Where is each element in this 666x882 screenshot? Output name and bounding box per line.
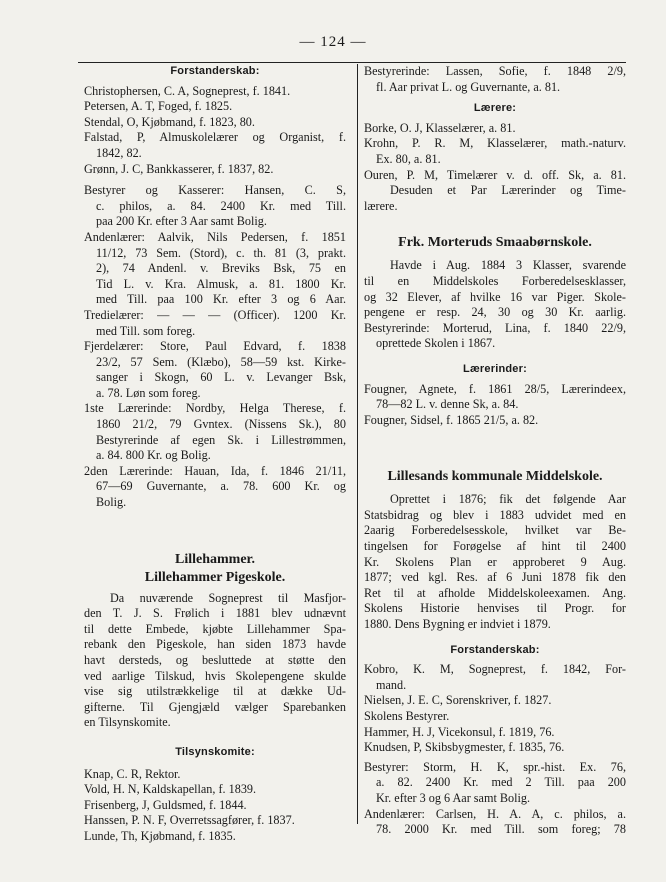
left-column <box>84 64 346 845</box>
text-line: Bestyrerinde: Lassen, Sofie, f. 1848 2/9, <box>364 64 626 78</box>
text-line: den T. J. S. Frølich i 1881 blev udnævnt <box>84 606 346 621</box>
text-line: Knap, C. R, Rektor. <box>84 766 181 781</box>
section-heading: Lillesands kommunale Middelskole. <box>387 469 603 485</box>
text-line: Fougner, Agnete, f. 1861 28/5, Lærerindeex, <box>364 381 626 396</box>
text-line: 1ste Lærerinde: Nordby, Helga Therese, f. <box>84 401 346 416</box>
spacer <box>364 214 626 234</box>
text-line: Hanssen, P. N. F, Overretssagfører, f. 1837. <box>84 813 295 828</box>
text-line: a. 82. 2400 Kr. med 2 Till. paa 200 <box>376 775 626 790</box>
text-line: Stendal, O, Kjøbmand, f. 1823, 80. <box>84 114 255 129</box>
text-line: Fjerdelærer: Store, Paul Edvard, f. 1838 <box>84 339 346 354</box>
text-line: 23/2, 57 Sem. (Klæbo), 58—59 kst. Kirke- <box>96 354 346 369</box>
text-line: 2), 74 Andenl. v. Breviks Bsk, 75 en <box>96 261 346 276</box>
text-line: Ex. 80, a. 81. <box>376 151 441 166</box>
text-line: mand. <box>376 677 407 692</box>
text-line: og 32 Elever, af hvilke 16 var Piger. Skole- <box>364 289 626 304</box>
text-line: Oprettet i 1876; fik det følgende Aar <box>390 492 626 507</box>
text-line: havt dersteds, og besluttede at støtte den <box>84 653 346 667</box>
text-line: tingelsen for Forøgelse af hint til 2400 <box>364 539 626 554</box>
text-line: Lunde, Th, Kjøbmand, f. 1835. <box>84 828 236 843</box>
section-heading: Lillehammer Pigeskole. <box>144 569 286 585</box>
text-line: Tid L. v. Kra. Almusk, a. 81. 1800 Kr. <box>96 276 346 291</box>
text-line: til dette Embede, kjøbte Lillehammer Spa- <box>84 621 346 636</box>
text-line: 1880. Dens Bygning er indviet i 1879. <box>364 617 551 632</box>
spacer <box>364 428 626 468</box>
text-line: sanger i Skogn, 60 L. v. Levanger Bsk, <box>96 370 346 385</box>
text-line: Grønn, J. C, Bankkasserer, f. 1837, 82. <box>84 161 274 176</box>
text-line: Kr. efter 3 og 6 Aar samt Bolig. <box>376 790 531 805</box>
page-number: — 124 — <box>299 34 367 50</box>
text-line: Falstad, P, Almuskolelærer og Organist, f. <box>84 130 346 145</box>
text-line: Fougner, Sidsel, f. 1865 21/5, a. 82. <box>364 412 539 427</box>
text-line: Ouren, P. M, Timelærer v. d. off. Sk, a. 81. <box>364 167 626 182</box>
text-line: 78—82 L. v. denne Sk, a. 84. <box>376 397 519 412</box>
text-line: Krohn, P. R. M, Klasselærer, math.-naturv. <box>364 136 626 151</box>
text-line: oprettede Skolen i 1867. <box>376 336 496 351</box>
section-heading: Frk. Morteruds Smaabørnskole. <box>398 235 592 251</box>
text-line: Desuden et Par Lærerinder og Time- <box>390 183 626 198</box>
text-line: Borke, O. J, Klasselærer, a. 81. <box>364 120 516 135</box>
text-line: Ret til at afholde Middelskoleexamen. Ang. <box>364 585 626 600</box>
text-line: Frisenberg, J, Guldsmed, f. 1844. <box>84 797 247 812</box>
text-line: 2aarig Forberedelsesskole, hvilket var Be- <box>364 523 626 538</box>
text-line: rebank den Pigeskole, han siden 1873 havde <box>84 637 346 652</box>
text-line: Tredielærer: — — — (Officer). 1200 Kr. <box>84 307 346 322</box>
text-line: lærere. <box>364 198 398 213</box>
section-heading: Lærerinder: <box>463 362 527 375</box>
text-line: c. philos, a. 84. 2400 Kr. med Till. <box>96 198 346 213</box>
text-line: ved aarlige Tilskud, hvis Skolepengene skulde <box>84 668 346 683</box>
text-line: Hammer, H. J, Vicekonsul, f. 1819, 76. <box>364 724 555 739</box>
text-line: Christophersen, C. A, Sogneprest, f. 1841. <box>84 83 291 98</box>
text-line: Skolens Historie henvises til Progr. for <box>364 601 626 616</box>
section-heading: Tilsynskomite: <box>175 745 255 758</box>
text-line: med Till. som foreg. <box>96 323 196 338</box>
text-line: Vold, H. N, Kaldskapellan, f. 1839. <box>84 782 257 797</box>
text-line: Nielsen, J. E. C, Sorenskriver, f. 1827. <box>364 693 552 708</box>
section-heading: Forstanderskab: <box>170 65 260 77</box>
spacer <box>84 511 346 551</box>
text-line: Kobro, K. M, Sogneprest, f. 1842, For- <box>364 662 626 677</box>
text-line: Andenlærer: Carlsen, H. A. A, c. philos, a. <box>364 806 626 821</box>
text-line: fl. Aar privat L. og Guvernante, a. 81. <box>376 79 561 94</box>
spacer <box>364 633 626 643</box>
text-line: Bestyrerinde af egen Sk. i Lillestrømmen, <box>96 432 346 447</box>
text-line: en Tilsynskomite. <box>84 715 171 730</box>
header-rule <box>78 62 626 63</box>
text-line: a. 78. Løn som foreg. <box>96 385 201 400</box>
text-line: 1842, 82. <box>96 145 142 160</box>
text-line: Bestyrer og Kasserer: Hansen, C. S, <box>84 183 346 198</box>
text-line: 1877; ved kgl. Res. af 6 Juni 1878 fik den <box>364 570 626 585</box>
column-divider <box>357 64 358 824</box>
text-line: pengene er resp. 24, 30 og 30 Kr. aarlig. <box>364 305 626 320</box>
text-line: Skolens Bestyrer. <box>364 709 450 723</box>
text-line: vise sig utilstrækkelige til at dække Ud- <box>84 684 346 699</box>
text-line: Bolig. <box>96 495 127 510</box>
spacer <box>84 731 346 745</box>
text-line: 2den Lærerinde: Hauan, Ida, f. 1846 21/11, <box>84 463 346 478</box>
text-line: med Till. paa 100 Kr. efter 3 og 6 Aar. <box>96 292 346 307</box>
text-line: Bestyrerinde: Morterud, Lina, f. 1840 22/9, <box>364 320 626 335</box>
text-line: 67—69 Guvernante, a. 78. 600 Kr. og <box>96 479 346 494</box>
text-line: Knudsen, P, Skibsbygmester, f. 1835, 76. <box>364 740 565 755</box>
text-line: Statsbidrag og blev i 1883 udvidet med en <box>364 507 626 522</box>
text-line: Da nuværende Sogneprest til Masfjor- <box>110 590 346 605</box>
right-column <box>364 64 626 838</box>
text-line: 78. 2000 Kr. med Till. som foreg; 78 <box>376 822 626 837</box>
text-line: Kr. Skolens Plan er approberet 9 Aug. <box>364 554 626 569</box>
text-line: til en Middelskoles Forberedelsesklasser, <box>364 273 626 288</box>
section-heading: Lillehammer. <box>175 551 255 567</box>
text-line: gifterne. Til Gjengjæld vælger Sparebanken <box>84 699 346 714</box>
text-line: Bestyrer: Storm, H. K, spr.-hist. Ex. 76, <box>364 759 626 774</box>
text-line: Havde i Aug. 1884 3 Klasser, svarende <box>390 258 626 273</box>
text-line: 11/12, 73 Sem. (Stord), c. th. 81 (3, prakt. <box>96 245 346 260</box>
text-line: 1860 21/2, 79 Gvntex. (Nissens Sk.), 80 <box>96 417 346 432</box>
text-line: Petersen, A. T, Foged, f. 1825. <box>84 99 233 114</box>
text-line: a. 84. 800 Kr. og Bolig. <box>96 448 211 463</box>
section-heading: Lærere: <box>473 102 517 115</box>
text-line: paa 200 Kr. efter 3 Aar samt Bolig. <box>96 214 267 229</box>
section-heading: Forstanderskab: <box>450 643 540 656</box>
spacer <box>364 352 626 362</box>
text-line: Andenlærer: Aalvik, Nils Pedersen, f. 1851 <box>84 229 346 244</box>
